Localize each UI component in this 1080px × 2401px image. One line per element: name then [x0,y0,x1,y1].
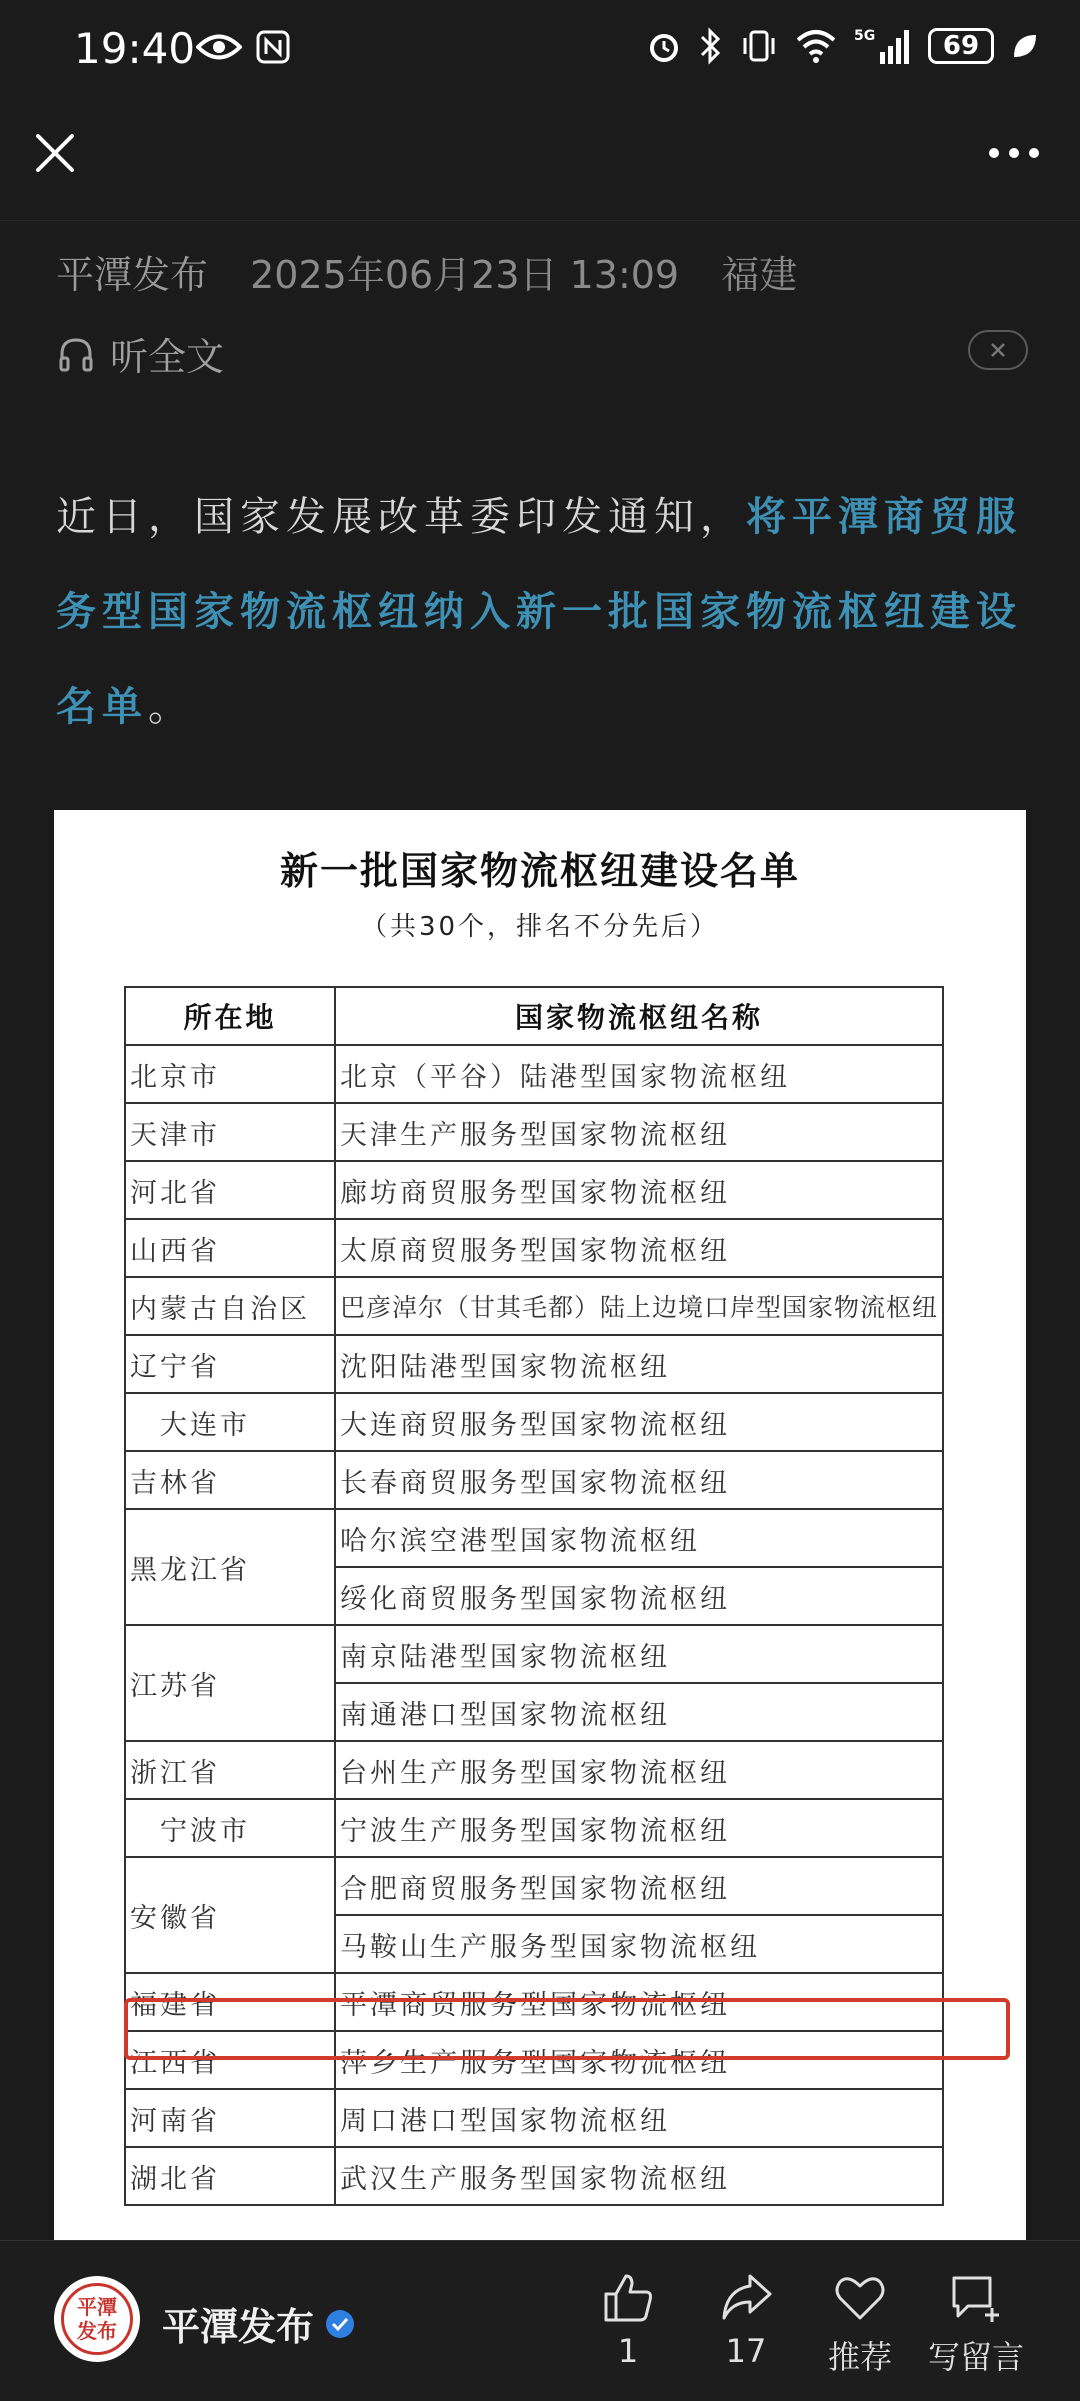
table-row [125,1509,943,1567]
more-options-icon[interactable] [986,142,1042,164]
cell-hub-name: 长春商贸服务型国家物流枢纽 [335,1451,943,1509]
alarm-icon [646,28,682,64]
cell-hub-name: 廊坊商贸服务型国家物流枢纽 [335,1161,943,1219]
cell-hub-name: 北京（平谷）陆港型国家物流枢纽 [335,1045,943,1103]
document-subtitle: （共30个，排名不分先后） [360,912,720,942]
article-paragraph [56,470,1026,755]
share-icon [718,2270,774,2326]
cell-hub-name: 台州生产服务型国家物流枢纽 [335,1741,943,1799]
table-row [125,2089,943,2147]
account-name: 平潭发布 [162,2305,315,2349]
cell-location: 河南省 [125,2089,335,2147]
cell-hub-name: 南通港口型国家物流枢纽 [335,1683,943,1741]
table-row [125,1451,943,1509]
cell-location: 江西省 [125,2031,335,2089]
cell-location: 黑龙江省 [125,1509,335,1625]
recommend-button[interactable] [800,2270,920,2378]
table-row [125,1103,943,1161]
bluetooth-icon [698,27,724,65]
cell-location: 山西省 [125,1219,335,1277]
status-time: 19:40 [74,24,196,73]
cell-hub-name: 绥化商贸服务型国家物流枢纽 [335,1567,943,1625]
paragraph-highlight: 将平潭商贸服务型国家物流枢纽纳入新一批国家物流枢纽建设名单 [56,494,1022,730]
avatar-logo: 平潭发布 [61,2283,133,2355]
table-row [125,1045,943,1103]
like-count: 1 [617,2332,639,2370]
cell-hub-name: 合肥商贸服务型国家物流枢纽 [335,1857,943,1915]
heart-icon [832,2270,888,2326]
table-row [125,1857,943,1915]
highlight-box-fujian [124,1998,1010,2060]
cell-location: 北京市 [125,1045,335,1103]
table-row [125,1161,943,1219]
article-author[interactable]: 平潭发布 [56,253,209,297]
cell-location: 大连市 [125,1393,335,1451]
cell-location: 福建省 [125,1973,335,2031]
close-icon[interactable] [32,130,78,176]
cell-location: 宁波市 [125,1799,335,1857]
cell-location: 浙江省 [125,1741,335,1799]
battery-indicator: 69 [928,28,994,64]
cell-hub-name: 萍乡生产服务型国家物流枢纽 [335,2031,943,2089]
table-row [125,1335,943,1393]
cell-location: 天津市 [125,1103,335,1161]
cell-hub-name: 平潭商贸服务型国家物流枢纽 [335,1973,943,2031]
vibrate-icon [740,28,778,64]
eye-icon [196,30,242,64]
document-image[interactable] [54,810,1026,2240]
status-right-icons [646,26,1040,66]
table-row [125,1393,943,1451]
write-comment-button[interactable] [916,2270,1036,2378]
cell-hub-name: 南京陆港型国家物流枢纽 [335,1625,943,1683]
nfc-icon [256,30,290,64]
cell-location: 安徽省 [125,1857,335,1973]
cell-hub-name: 哈尔滨空港型国家物流枢纽 [335,1509,943,1567]
cell-hub-name: 大连商贸服务型国家物流枢纽 [335,1393,943,1451]
cell-hub-name: 巴彦淖尔（甘其毛都）陆上边境口岸型国家物流枢纽 [335,1277,943,1335]
wifi-icon [794,28,838,64]
table-row [125,1219,943,1277]
cell-hub-name: 沈阳陆港型国家物流枢纽 [335,1335,943,1393]
comment-add-icon [948,2270,1004,2326]
cell-hub-name: 宁波生产服务型国家物流枢纽 [335,1799,943,1857]
paragraph-end: 。 [148,684,194,730]
status-bar [0,0,1080,100]
recommend-label: 推荐 [827,2338,892,2376]
like-button[interactable] [568,2270,688,2370]
header-hub-name: 国家物流枢纽名称 [335,987,943,1045]
table-row [125,1277,943,1335]
header-location: 所在地 [125,987,335,1045]
thumbs-up-icon [600,2270,656,2326]
leaf-icon [1010,31,1040,61]
cell-hub-name: 天津生产服务型国家物流枢纽 [335,1103,943,1161]
cell-location: 江苏省 [125,1625,335,1741]
paragraph-text: 近日，国家发展改革委印发通知， [56,494,746,540]
listen-close-button[interactable] [968,330,1028,370]
table-row [125,1625,943,1683]
cell-location: 河北省 [125,1161,335,1219]
article-location: 福建 [721,253,798,297]
close-small-icon [989,341,1007,359]
cell-location: 吉林省 [125,1451,335,1509]
top-nav-bar [0,100,1080,221]
share-count: 17 [725,2332,767,2370]
article-date: 2025年06月23日 13:09 [250,253,680,297]
cell-hub-name: 周口港口型国家物流枢纽 [335,2089,943,2147]
listen-label: 听全文 [110,335,225,379]
cell-hub-name: 武汉生产服务型国家物流枢纽 [335,2147,943,2205]
document-title: 新一批国家物流枢纽建设名单 [279,848,800,893]
headphones-icon [56,334,96,374]
svg-text:5G: 5G [854,28,876,44]
table-row [125,1741,943,1799]
account-avatar[interactable] [54,2276,140,2362]
listen-full-text-button[interactable] [56,326,224,381]
cell-location: 辽宁省 [125,1335,335,1393]
cell-hub-name: 马鞍山生产服务型国家物流枢纽 [335,1915,943,1973]
table-row [125,1799,943,1857]
article-meta [56,244,797,299]
table-header-row [125,987,943,1045]
share-button[interactable] [686,2270,806,2370]
comment-label: 写留言 [927,2338,1024,2376]
cell-hub-name: 太原商贸服务型国家物流枢纽 [335,1219,943,1277]
cell-location: 湖北省 [125,2147,335,2205]
table-row [125,2147,943,2205]
cell-location: 内蒙古自治区 [125,1277,335,1335]
account-name-group[interactable] [162,2296,356,2351]
signal-5g-icon [854,26,912,66]
status-left-icons [196,30,290,64]
verified-badge-icon [324,2308,356,2340]
